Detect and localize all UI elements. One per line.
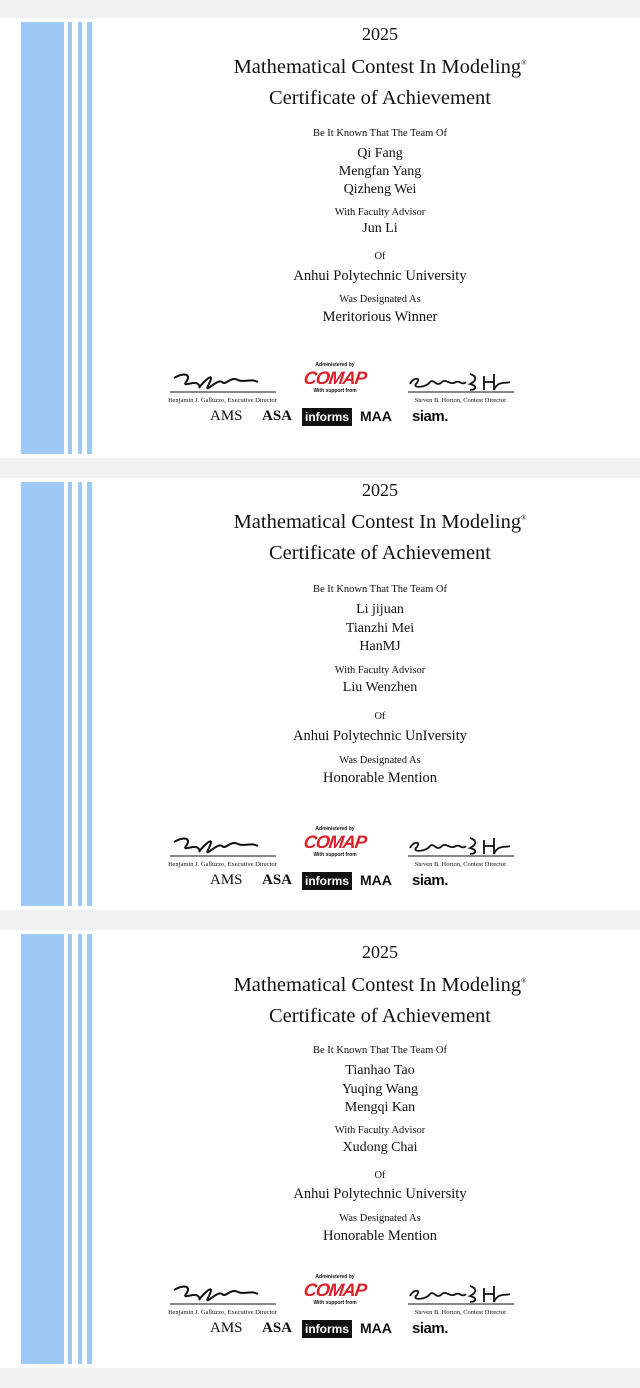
comap-logo-icon: COMAP xyxy=(302,1280,368,1300)
support-label: With support from xyxy=(313,1300,357,1306)
certificate-subtitle: Certificate of Achievement xyxy=(269,542,491,564)
ams-logo-icon xyxy=(210,872,243,889)
award-name: Meritorious Winner xyxy=(322,309,438,325)
asa-logo-icon: ASA xyxy=(262,1320,293,1336)
certificate-subtitle: Certificate of Achievement xyxy=(269,1005,491,1027)
comap-logo xyxy=(290,826,380,858)
signature-galluzzo-icon xyxy=(168,370,278,396)
informs-label: informs xyxy=(305,874,350,888)
stripe xyxy=(78,934,82,1364)
signature-galluzzo-icon xyxy=(168,1282,278,1308)
stripe xyxy=(68,22,72,454)
team-member: Mengqi Kan xyxy=(344,1100,416,1115)
certificate-subtitle: Certificate of Achievement xyxy=(269,87,491,109)
informs-logo-icon xyxy=(302,408,352,426)
designated-label: Was Designated As xyxy=(339,755,421,766)
award-name: Honorable Mention xyxy=(323,770,437,786)
signature-caption: Steven B. Horton, Contest Director xyxy=(414,1309,507,1316)
signature-left xyxy=(160,370,285,404)
stripe xyxy=(68,934,72,1364)
team-member: Mengfan Yang xyxy=(338,164,422,179)
comap-logo xyxy=(290,1274,380,1306)
team-member: Qizheng Wei xyxy=(343,182,417,197)
comap-logo-icon: COMAP xyxy=(302,368,368,388)
signature-horton-icon xyxy=(406,1282,516,1308)
asa-logo-icon: ASA xyxy=(262,408,293,424)
certificate-year: 2025 xyxy=(362,24,398,44)
registered-mark: ® xyxy=(521,514,527,522)
signature-caption: Benjamin J. Galluzzo, Executive Director xyxy=(168,861,277,868)
comap-logo xyxy=(290,362,380,394)
signature-caption: Benjamin J. Galluzzo, Executive Director xyxy=(168,397,277,404)
of-label: Of xyxy=(374,251,386,262)
of-label: Of xyxy=(374,711,386,722)
page-gap xyxy=(0,910,640,930)
informs-label: informs xyxy=(305,1322,350,1336)
maa-logo-icon: MAA xyxy=(360,872,392,888)
page-gap xyxy=(0,458,640,478)
signature-left xyxy=(160,1282,285,1316)
administered-by: Administered by xyxy=(315,1274,355,1280)
asa-logo-icon: ASA xyxy=(262,872,293,888)
signature-right xyxy=(398,1282,523,1316)
sponsor-logos xyxy=(210,408,520,430)
designated-label: Was Designated As xyxy=(339,1213,421,1224)
advisor-name: Xudong Chai xyxy=(342,1140,418,1155)
stripe xyxy=(21,482,64,906)
stripe xyxy=(78,22,82,454)
administered-by: Administered by xyxy=(315,362,355,368)
signature-right xyxy=(398,370,523,404)
stripe xyxy=(21,934,64,1364)
ams-label: AMS xyxy=(210,1320,243,1336)
team-intro: Be It Known That The Team Of xyxy=(313,1045,447,1056)
maa-logo-icon: MAA xyxy=(360,1320,392,1336)
informs-logo-icon xyxy=(302,872,352,890)
signature-caption: Benjamin J. Galluzzo, Executive Director xyxy=(168,1309,277,1316)
team-member: Tianzhi Mei xyxy=(345,621,415,636)
sponsor-logos xyxy=(210,872,520,894)
comap-logo-icon: COMAP xyxy=(302,832,368,852)
page-gap xyxy=(0,1368,640,1388)
stripe xyxy=(87,934,92,1364)
team-member: HanMJ xyxy=(359,639,401,654)
signature-caption: Steven B. Horton, Contest Director xyxy=(414,397,507,404)
advisor-name: Jun Li xyxy=(362,221,398,236)
advisor-label: With Faculty Advisor xyxy=(334,665,426,676)
signature-galluzzo-icon xyxy=(168,834,278,860)
siam-logo-icon: siam. xyxy=(412,408,448,425)
ams-label: AMS xyxy=(210,408,243,424)
team-member: Tianhao Tao xyxy=(345,1063,415,1078)
certificate xyxy=(0,18,640,458)
support-label: With support from xyxy=(313,852,357,858)
team-member: Yuqing Wang xyxy=(341,1082,418,1097)
team-intro: Be It Known That The Team Of xyxy=(313,128,447,139)
support-label: With support from xyxy=(313,388,357,394)
maa-logo-icon: MAA xyxy=(360,408,392,424)
contest-title xyxy=(120,56,640,79)
team-intro: Be It Known That The Team Of xyxy=(313,584,447,595)
decorative-stripes xyxy=(20,22,95,454)
registered-mark: ® xyxy=(521,977,527,985)
designated-label: Was Designated As xyxy=(339,294,421,305)
administered-by: Administered by xyxy=(315,826,355,832)
decorative-stripes xyxy=(20,934,95,1364)
university-name: Anhui Polytechnic UnIversity xyxy=(293,728,467,744)
decorative-stripes xyxy=(20,482,95,906)
team-member: Li jijuan xyxy=(356,602,404,617)
ams-logo-icon xyxy=(210,408,243,425)
certificate xyxy=(0,478,640,910)
signature-right xyxy=(398,834,523,868)
informs-label: informs xyxy=(305,410,350,424)
certificate xyxy=(0,930,640,1368)
stripe xyxy=(87,482,92,906)
contest-name: Mathematical Contest In Modeling xyxy=(233,511,522,533)
stripe xyxy=(78,482,82,906)
of-label: Of xyxy=(374,1170,386,1181)
ams-label: AMS xyxy=(210,872,243,888)
advisor-label: With Faculty Advisor xyxy=(334,1125,426,1136)
university-name: Anhui Polytechnic University xyxy=(293,268,467,284)
award-name: Honorable Mention xyxy=(323,1228,437,1244)
siam-logo-icon: siam. xyxy=(412,872,448,889)
signature-left xyxy=(160,834,285,868)
advisor-label: With Faculty Advisor xyxy=(334,207,426,218)
stripe xyxy=(87,22,92,454)
siam-logo-icon: siam. xyxy=(412,1320,448,1337)
certificate-year: 2025 xyxy=(362,480,398,500)
contest-title xyxy=(120,511,640,534)
certificate-year: 2025 xyxy=(362,942,398,962)
advisor-name: Liu Wenzhen xyxy=(342,680,418,695)
registered-mark: ® xyxy=(521,59,527,67)
ams-logo-icon xyxy=(210,1320,243,1337)
sponsor-logos xyxy=(210,1320,520,1342)
stripe xyxy=(68,482,72,906)
university-name: Anhui Polytechnic University xyxy=(293,1186,467,1202)
contest-name: Mathematical Contest In Modeling xyxy=(233,56,522,78)
informs-logo-icon xyxy=(302,1320,352,1338)
signature-horton-icon xyxy=(406,834,516,860)
page-gap xyxy=(0,0,640,18)
signature-horton-icon xyxy=(406,370,516,396)
contest-name: Mathematical Contest In Modeling xyxy=(233,974,522,996)
stripe xyxy=(21,22,64,454)
signature-caption: Steven B. Horton, Contest Director xyxy=(414,861,507,868)
team-member: Qi Fang xyxy=(357,146,403,161)
contest-title xyxy=(120,974,640,997)
